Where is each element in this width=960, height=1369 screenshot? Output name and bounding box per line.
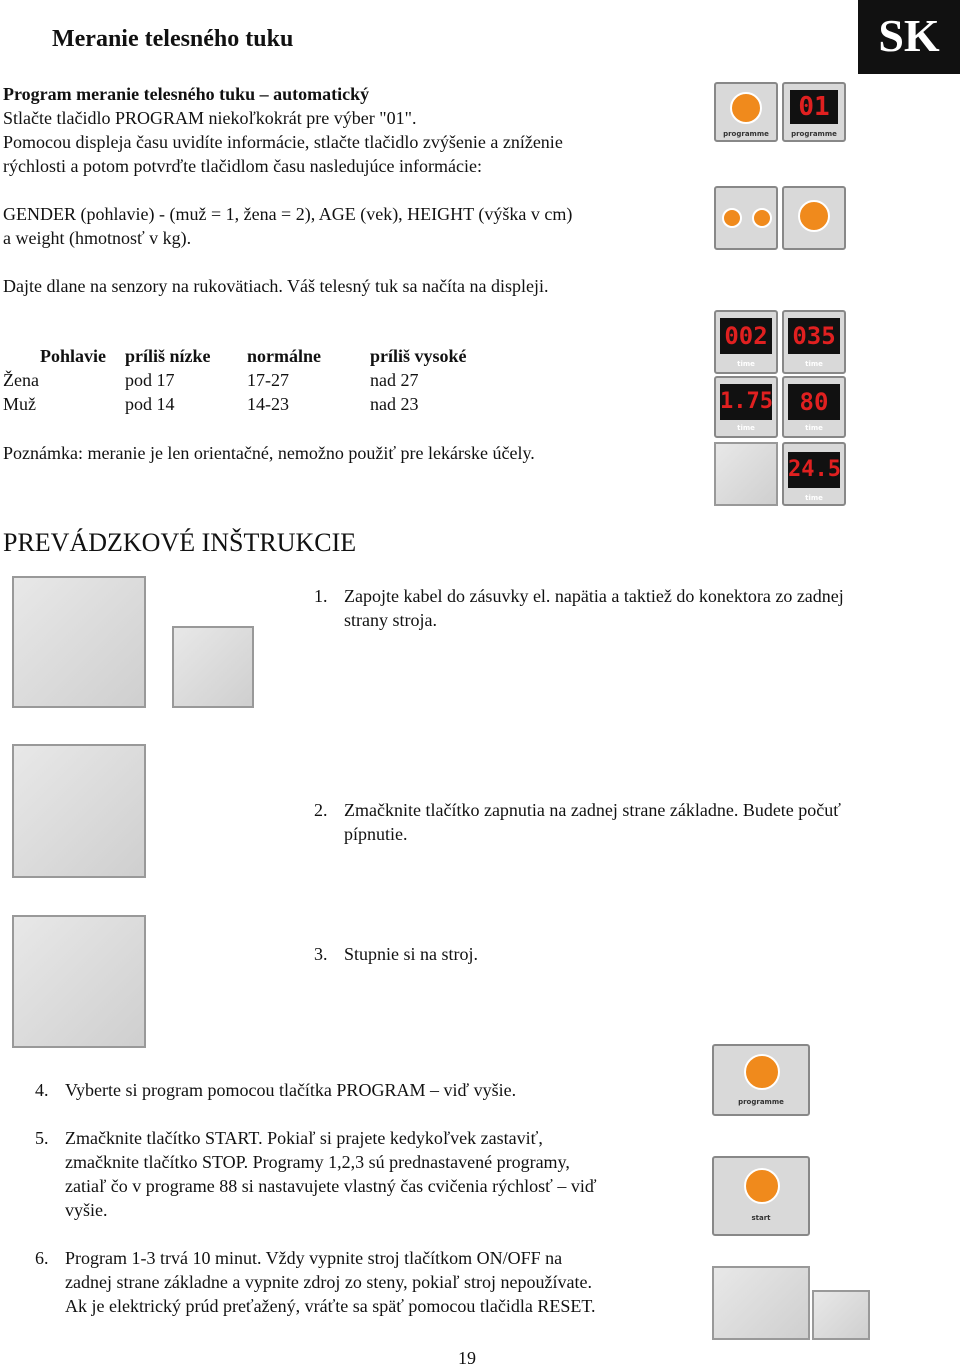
table-header-row [0,344,600,368]
step-number: 3. [314,944,328,964]
step-item [314,942,934,966]
table-cell: 14-23 [247,394,289,414]
step-text: zmačknite tlačítko STOP. Programy 1,2,3 sú prednastavené programy, [65,1152,570,1172]
display-caption: programme [791,130,837,138]
table-cell: Žena [3,370,39,390]
note: Poznámka: meranie je len orientačné, nemožno použiť pre lekárske účely. [3,443,535,463]
table-cell: nad 27 [370,370,419,390]
program-button-panel [712,1044,810,1116]
step-number: 2. [314,800,328,820]
power-switch-photo [12,744,146,878]
step-item [314,798,934,846]
table-cell: pod 17 [125,370,175,390]
step-text: strany stroja. [344,610,437,630]
table-cell: Muž [3,394,36,414]
display-caption: time [805,360,823,368]
display-value: 002 [720,318,772,354]
program-display: 01 [790,90,838,124]
start-button-panel [712,1156,810,1236]
display-panel [782,442,846,506]
display-caption: time [805,494,823,502]
table-row [0,392,600,416]
step-text: Zmačknite tlačítko zapnutia na zadnej strane základne. Budete počuť [344,800,841,820]
instructions-heading: PREVÁDZKOVÉ INŠTRUKCIE [3,528,357,557]
page-number: 19 [458,1348,476,1368]
body-fat-table [0,344,600,416]
refresh-icon [730,92,762,124]
step-text: Zapojte kabel do zásuvky el. napätia a taktiež do konektora zo zadnej [344,586,844,606]
step-number: 6. [35,1248,49,1268]
display-caption: time [737,360,755,368]
clock-icon [798,200,830,232]
table-cell: pod 14 [125,394,175,414]
step-text: zatiaľ čo v programe 88 si nastavujete vlastný čas cvičenia rýchlosť – viď [65,1176,597,1196]
step-item [314,584,934,632]
step-text: pípnutie. [344,824,408,844]
step-item [35,1246,715,1318]
step-text: vyšie. [65,1200,108,1220]
display-caption: time [737,424,755,432]
table-header: príliš vysoké [370,346,467,366]
time-button-panel [782,186,846,250]
refresh-icon [744,1054,780,1090]
play-icon [744,1168,780,1204]
paragraph-line: a weight (hmotnosť v kg). [3,228,192,248]
connector-photo [172,626,254,708]
table-header: príliš nízke [125,346,211,366]
display-value: 80 [788,384,840,420]
minus-icon [752,208,772,228]
step-text: zadnej strane základne a vypnite zdroj zo steny, pokiaľ stroj nepoužívate. [65,1272,592,1292]
table-cell: nad 23 [370,394,419,414]
display-caption: time [805,424,823,432]
step-item [35,1078,695,1102]
reset-button-photo [812,1290,870,1340]
table-header: Pohlavie [40,346,106,366]
paragraph-line: Pomocou displeja času uvidíte informácie, stlačte tlačidlo zvýšenie a zníženie [3,132,563,152]
display-panel [714,376,778,438]
display-panel [714,310,778,374]
paragraph-line: Dajte dlane na senzory na rukovätiach. Váš telesný tuk sa načíta na displeji. [3,276,549,296]
button-caption: programme [738,1098,784,1106]
button-caption: start [751,1214,771,1222]
step-number: 5. [35,1128,49,1148]
page-title: Meranie telesného tuku [52,26,294,52]
program-display-panel [782,82,846,142]
button-caption: programme [723,130,769,138]
step-text: Zmačknite tlačítko START. Pokiaľ si prajete kedykoľvek zastaviť, [65,1128,543,1148]
section-heading: Program meranie telesného tuku – automatický [3,84,370,104]
paragraph-line: rýchlosti a potom potvrďte tlačidlom času nasledujúce informácie: [3,156,482,176]
plus-icon [722,208,742,228]
display-value: 1.75 [720,384,772,420]
step-text: Program 1-3 trvá 10 minut. Vždy vypnite stroj tlačítkom ON/OFF na [65,1248,563,1268]
step-text: Ak je elektrický prúd preťažený, vráťte sa späť pomocou tlačidla RESET. [65,1296,596,1316]
step-text: Stupnie si na stroj. [344,944,478,964]
speed-buttons-panel [714,186,778,250]
step-text: Vyberte si program pomocou tlačítka PROGRAM – viď vyšie. [65,1080,517,1100]
hand-on-sensor-photo [714,442,778,506]
table-header: normálne [247,346,321,366]
display-panel [782,310,846,374]
language-badge: SK [858,0,960,74]
table-cell: 17-27 [247,370,289,390]
step-item [35,1126,695,1222]
power-switch-photo [712,1266,810,1340]
step-on-machine-photo [12,915,146,1048]
step-number: 4. [35,1080,49,1100]
program-button-panel [714,82,778,142]
display-value: 24.5 [788,452,840,488]
display-value: 035 [788,318,840,354]
plug-in-photo [12,576,146,708]
display-panel [782,376,846,438]
table-row [0,368,600,392]
step-number: 1. [314,586,328,606]
paragraph-line: Stlačte tlačidlo PROGRAM niekoľkokrát pre výber "01". [3,108,417,128]
paragraph-line: GENDER (pohlavie) - (muž = 1, žena = 2), AGE (vek), HEIGHT (výška v cm) [3,204,573,224]
